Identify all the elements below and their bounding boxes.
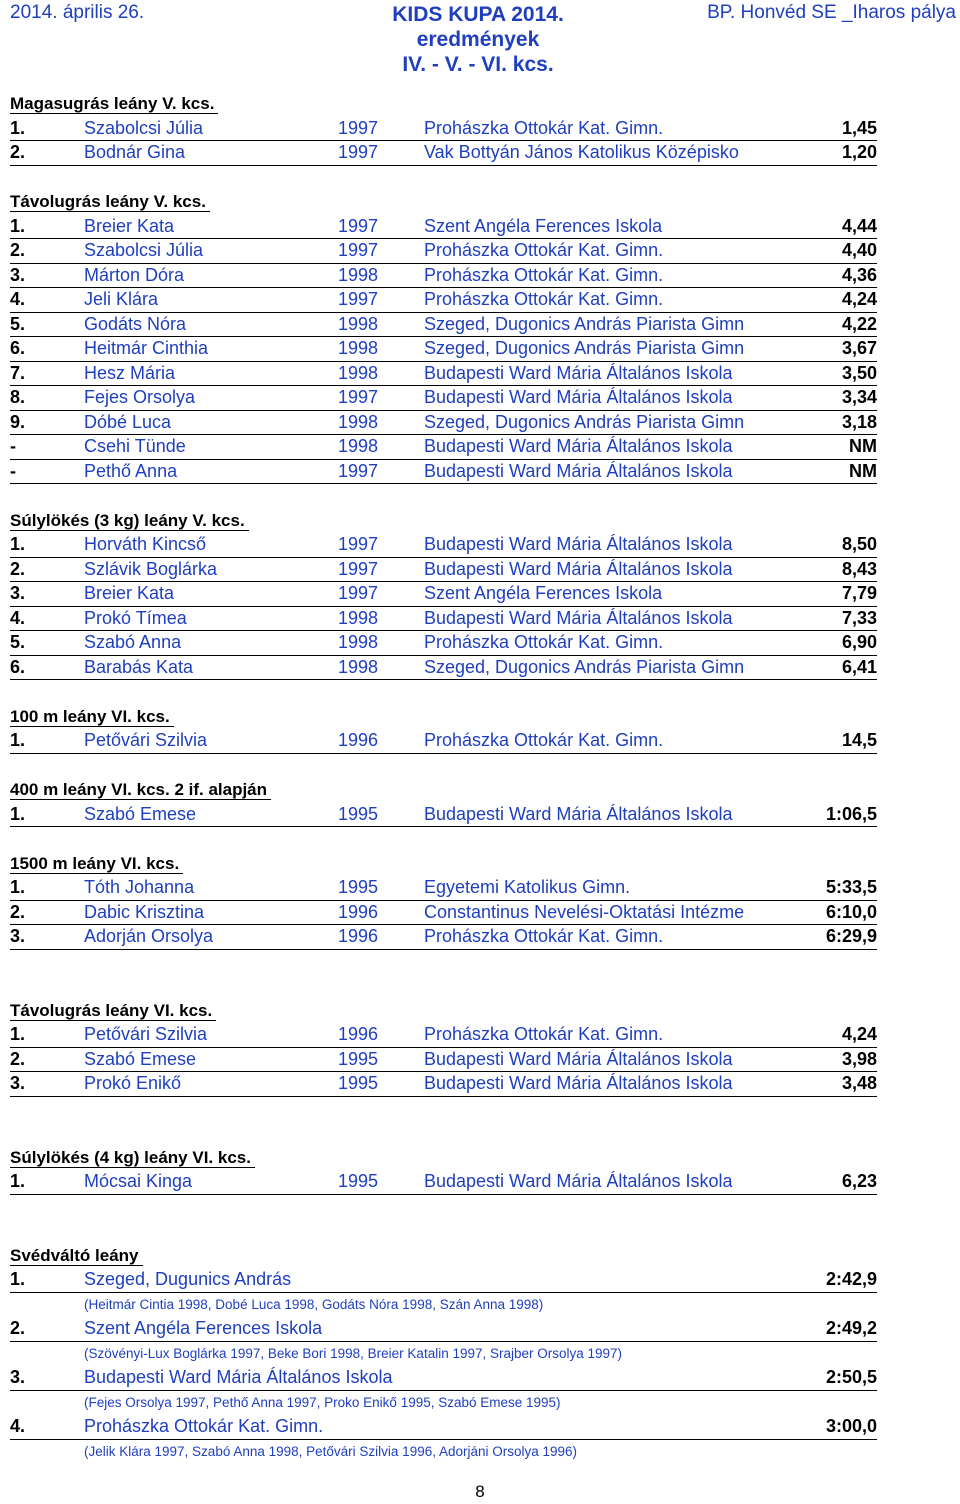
rank: 6. bbox=[10, 338, 26, 358]
result-value: 1:06,5 bbox=[825, 803, 877, 824]
club-name: Szeged, Dugonics András Piarista Gimn bbox=[424, 411, 745, 432]
relay-section-title bbox=[0, 1244, 960, 1269]
result-row bbox=[10, 435, 877, 460]
club-name: Budapesti Ward Mária Általános Iskola bbox=[424, 1048, 733, 1069]
section-title bbox=[0, 190, 960, 215]
result-row bbox=[10, 362, 877, 387]
birth-year: 1997 bbox=[338, 142, 379, 162]
rank: 5. bbox=[10, 632, 26, 652]
birth-year: 1997 bbox=[338, 289, 379, 309]
rank: 2. bbox=[10, 901, 26, 922]
rank: 1. bbox=[10, 215, 26, 236]
result-value: 1,45 bbox=[841, 117, 877, 138]
birth-year: 1997 bbox=[338, 240, 379, 260]
club-name: Szent Angéla Ferences Iskola bbox=[424, 215, 663, 236]
result-row bbox=[10, 117, 877, 142]
result-row bbox=[10, 411, 877, 436]
birth-year: 1998 bbox=[338, 607, 379, 628]
athlete-name: Pethő Anna bbox=[84, 460, 178, 481]
athlete-name: Szabó Anna bbox=[84, 632, 182, 652]
birth-year: 1998 bbox=[338, 362, 379, 383]
section-title bbox=[0, 999, 960, 1024]
section-title bbox=[0, 1146, 960, 1171]
result-row bbox=[10, 925, 877, 950]
club-name: Budapesti Ward Mária Általános Iskola bbox=[424, 803, 733, 824]
athlete-name: Bodnár Gina bbox=[84, 142, 186, 162]
result-row bbox=[10, 337, 877, 362]
spacer bbox=[0, 1195, 960, 1220]
athlete-name: Dabic Krisztina bbox=[84, 901, 205, 922]
rank: 9. bbox=[10, 411, 26, 432]
club-name: Budapesti Ward Mária Általános Iskola bbox=[424, 1171, 733, 1191]
rank: 6. bbox=[10, 656, 26, 677]
section-title-text: Távolugrás leány V. kcs. bbox=[10, 192, 210, 212]
result-row bbox=[10, 1072, 877, 1097]
rank: 2. bbox=[10, 1318, 26, 1338]
rank: 4. bbox=[10, 1416, 26, 1436]
result-row bbox=[10, 460, 877, 485]
title-line-2: eredmények bbox=[416, 28, 540, 51]
birth-year: 1998 bbox=[338, 264, 379, 285]
birth-year: 1998 bbox=[338, 632, 379, 652]
result-row bbox=[10, 264, 877, 289]
result-row bbox=[10, 1048, 877, 1073]
club-name: Prohászka Ottokár Kat. Gimn. bbox=[424, 926, 664, 946]
rank: 2. bbox=[10, 558, 26, 579]
club-name: Szeged, Dugonics András Piarista Gimn bbox=[424, 338, 745, 358]
athlete-name: Heitmár Cinthia bbox=[84, 338, 209, 358]
rank: 3. bbox=[10, 1073, 26, 1093]
result-value: 8,43 bbox=[841, 558, 877, 579]
result-value: 3,67 bbox=[841, 338, 877, 358]
athlete-name: Szabolcsi Júlia bbox=[84, 240, 204, 260]
spacer bbox=[0, 484, 960, 509]
section-title-text: 1500 m leány VI. kcs. bbox=[10, 854, 183, 874]
rank: - bbox=[10, 460, 16, 481]
result-value: 8,50 bbox=[841, 534, 877, 554]
result-value: 3,18 bbox=[841, 411, 877, 432]
athlete-name: Tóth Johanna bbox=[84, 877, 195, 897]
club-name: Budapesti Ward Mária Általános Iskola bbox=[424, 387, 733, 407]
result-value: NM bbox=[849, 436, 877, 456]
result-row bbox=[10, 558, 877, 583]
result-value: 2:49,2 bbox=[825, 1318, 877, 1338]
rank: 5. bbox=[10, 313, 26, 334]
rank: 1. bbox=[10, 803, 26, 824]
rank: 8. bbox=[10, 387, 26, 407]
result-row bbox=[10, 876, 877, 901]
athlete-name: Márton Dóra bbox=[84, 264, 185, 285]
spacer bbox=[0, 680, 960, 705]
birth-year: 1998 bbox=[338, 411, 379, 432]
result-row bbox=[10, 215, 877, 240]
result-value: 6,90 bbox=[841, 632, 877, 652]
birth-year: 1995 bbox=[338, 1048, 379, 1069]
result-row bbox=[10, 582, 877, 607]
result-row bbox=[10, 803, 877, 828]
club-name: Budapesti Ward Mária Általános Iskola bbox=[424, 460, 733, 481]
rank: 2. bbox=[10, 240, 26, 260]
section-title-text: Svédváltó leány bbox=[10, 1246, 143, 1266]
relay-team-name: Budapesti Ward Mária Általános Iskola bbox=[84, 1367, 393, 1387]
athlete-name: Breier Kata bbox=[84, 215, 175, 236]
athlete-name: Fejes Orsolya bbox=[84, 387, 196, 407]
result-value: 4,24 bbox=[841, 289, 877, 309]
relay-members: (Fejes Orsolya 1997, Pethő Anna 1997, Proko Enikő 1995, Szabó Emese 1995) bbox=[84, 1394, 561, 1410]
birth-year: 1997 bbox=[338, 558, 379, 579]
rank: 1. bbox=[10, 1171, 26, 1191]
relay-row bbox=[10, 1366, 877, 1391]
result-value: 6:10,0 bbox=[825, 901, 877, 922]
club-name: Prohászka Ottokár Kat. Gimn. bbox=[424, 632, 664, 652]
result-value: 2:50,5 bbox=[825, 1367, 877, 1387]
athlete-name: Barabás Kata bbox=[84, 656, 194, 677]
rank: 1. bbox=[10, 534, 26, 554]
spacer bbox=[0, 1219, 960, 1244]
rank: 1. bbox=[10, 877, 26, 897]
birth-year: 1998 bbox=[338, 313, 379, 334]
relay-members: (Heitmár Cintia 1998, Dobé Luca 1998, Godáts Nóra 1998, Szán Anna 1998) bbox=[84, 1296, 544, 1312]
relay-row bbox=[10, 1317, 877, 1342]
birth-year: 1995 bbox=[338, 803, 379, 824]
club-name: Budapesti Ward Mária Általános Iskola bbox=[424, 534, 733, 554]
rank: 7. bbox=[10, 362, 26, 383]
athlete-name: Szabó Emese bbox=[84, 1048, 197, 1069]
section-title-text: 400 m leány VI. kcs. 2 if. alapján bbox=[10, 780, 271, 800]
relay-team-name: Szeged, Dugunics András bbox=[84, 1269, 292, 1289]
spacer bbox=[0, 974, 960, 999]
rank: 1. bbox=[10, 1024, 26, 1044]
rank: - bbox=[10, 436, 16, 456]
result-value: 1,20 bbox=[841, 142, 877, 162]
birth-year: 1998 bbox=[338, 436, 379, 456]
birth-year: 1998 bbox=[338, 338, 379, 358]
relay-row bbox=[10, 1268, 877, 1293]
result-value: 3,50 bbox=[841, 362, 877, 383]
rank: 3. bbox=[10, 264, 26, 285]
birth-year: 1996 bbox=[338, 1024, 379, 1044]
result-value: 4,22 bbox=[841, 313, 877, 334]
rank: 1. bbox=[10, 117, 26, 138]
page-header bbox=[0, 0, 960, 90]
result-value: 6:29,9 bbox=[825, 926, 877, 946]
result-row bbox=[10, 656, 877, 681]
result-value: 5:33,5 bbox=[825, 877, 877, 897]
result-value: 6,23 bbox=[841, 1171, 877, 1191]
birth-year: 1997 bbox=[338, 387, 379, 407]
athlete-name: Szlávik Boglárka bbox=[84, 558, 218, 579]
club-name: Prohászka Ottokár Kat. Gimn. bbox=[424, 289, 664, 309]
result-row bbox=[10, 533, 877, 558]
result-value: 4,24 bbox=[841, 1024, 877, 1044]
result-value: 3,48 bbox=[841, 1073, 877, 1093]
result-value: NM bbox=[849, 460, 877, 481]
relay-team-name: Szent Angéla Ferences Iskola bbox=[84, 1318, 323, 1338]
section-title-text: 100 m leány VI. kcs. bbox=[10, 707, 174, 727]
event-title bbox=[318, 2, 638, 77]
event-venue: BP. Honvéd SE _Iharos pálya bbox=[707, 2, 956, 23]
result-value: 6,41 bbox=[841, 656, 877, 677]
club-name: Szent Angéla Ferences Iskola bbox=[424, 583, 663, 603]
club-name: Budapesti Ward Mária Általános Iskola bbox=[424, 436, 733, 456]
section-title-text: Magasugrás leány V. kcs. bbox=[10, 94, 218, 114]
section-title bbox=[0, 509, 960, 534]
relay-team-name: Prohászka Ottokár Kat. Gimn. bbox=[84, 1416, 324, 1436]
result-value: 3,34 bbox=[841, 387, 877, 407]
result-row bbox=[10, 313, 877, 338]
result-row bbox=[10, 141, 877, 166]
result-row bbox=[10, 1023, 877, 1048]
athlete-name: Petővári Szilvia bbox=[84, 1024, 208, 1044]
birth-year: 1997 bbox=[338, 117, 379, 138]
rank: 3. bbox=[10, 1367, 26, 1387]
section-title bbox=[0, 778, 960, 803]
rank: 4. bbox=[10, 607, 26, 628]
birth-year: 1997 bbox=[338, 460, 379, 481]
athlete-name: Hesz Mária bbox=[84, 362, 176, 383]
section-title bbox=[0, 705, 960, 730]
birth-year: 1997 bbox=[338, 215, 379, 236]
club-name: Egyetemi Katolikus Gimn. bbox=[424, 877, 631, 897]
relay-members: (Jelik Klára 1997, Szabó Anna 1998, Petővári Szilvia 1996, Adorjáni Orsolya 1996) bbox=[84, 1443, 578, 1459]
section-title bbox=[0, 92, 960, 117]
result-value: 7,33 bbox=[841, 607, 877, 628]
club-name: Budapesti Ward Mária Általános Iskola bbox=[424, 1073, 733, 1093]
spacer bbox=[0, 827, 960, 852]
result-value: 2:42,9 bbox=[825, 1269, 877, 1289]
birth-year: 1997 bbox=[338, 534, 379, 554]
rank: 3. bbox=[10, 583, 26, 603]
athlete-name: Breier Kata bbox=[84, 583, 175, 603]
athlete-name: Prokó Enikő bbox=[84, 1073, 182, 1093]
birth-year: 1997 bbox=[338, 583, 379, 603]
club-name: Prohászka Ottokár Kat. Gimn. bbox=[424, 117, 664, 138]
result-row bbox=[10, 239, 877, 264]
birth-year: 1995 bbox=[338, 1073, 379, 1093]
relay-row bbox=[10, 1415, 877, 1440]
athlete-name: Dóbé Luca bbox=[84, 411, 172, 432]
result-row bbox=[10, 1170, 877, 1195]
spacer bbox=[0, 950, 960, 975]
rank: 2. bbox=[10, 142, 26, 162]
club-name: Szeged, Dugonics András Piarista Gimn bbox=[424, 313, 745, 334]
athlete-name: Mócsai Kinga bbox=[84, 1171, 193, 1191]
club-name: Vak Bottyán János Katolikus Középisko bbox=[424, 142, 739, 162]
club-name: Szeged, Dugonics András Piarista Gimn bbox=[424, 656, 745, 677]
rank: 1. bbox=[10, 1269, 26, 1289]
result-value: 14,5 bbox=[841, 730, 877, 750]
result-value: 7,79 bbox=[841, 583, 877, 603]
birth-year: 1995 bbox=[338, 877, 379, 897]
club-name: Budapesti Ward Mária Általános Iskola bbox=[424, 558, 733, 579]
spacer bbox=[0, 1097, 960, 1122]
rank: 1. bbox=[10, 730, 26, 750]
athlete-name: Adorján Orsolya bbox=[84, 926, 214, 946]
club-name: Prohászka Ottokár Kat. Gimn. bbox=[424, 1024, 664, 1044]
birth-year: 1996 bbox=[338, 926, 379, 946]
section-title bbox=[0, 852, 960, 877]
club-name: Budapesti Ward Mária Általános Iskola bbox=[424, 362, 733, 383]
spacer bbox=[0, 166, 960, 191]
birth-year: 1998 bbox=[338, 656, 379, 677]
results-list bbox=[0, 92, 960, 1464]
athlete-name: Prokó Tímea bbox=[84, 607, 187, 628]
result-value: 4,44 bbox=[841, 215, 877, 236]
club-name: Prohászka Ottokár Kat. Gimn. bbox=[424, 264, 664, 285]
athlete-name: Godáts Nóra bbox=[84, 313, 187, 334]
page-number: 8 bbox=[475, 1482, 485, 1501]
event-date: 2014. április 26. bbox=[10, 2, 145, 23]
spacer bbox=[0, 1121, 960, 1146]
title-line-3: IV. - V. - VI. kcs. bbox=[402, 53, 554, 76]
result-row bbox=[10, 607, 877, 632]
result-value: 4,40 bbox=[841, 240, 877, 260]
birth-year: 1996 bbox=[338, 901, 379, 922]
title-line-1: KIDS KUPA 2014. bbox=[392, 3, 564, 26]
relay-members: (Szövényi-Lux Boglárka 1997, Beke Bori 1998, Breier Katalin 1997, Srajber Orsolya 1997) bbox=[84, 1345, 623, 1361]
club-name: Prohászka Ottokár Kat. Gimn. bbox=[424, 240, 664, 260]
club-name: Budapesti Ward Mária Általános Iskola bbox=[424, 607, 733, 628]
athlete-name: Horváth Kincső bbox=[84, 534, 207, 554]
birth-year: 1996 bbox=[338, 730, 379, 750]
athlete-name: Jeli Klára bbox=[84, 289, 159, 309]
spacer bbox=[0, 754, 960, 779]
result-row bbox=[10, 729, 877, 754]
rank: 4. bbox=[10, 289, 26, 309]
result-row bbox=[10, 901, 877, 926]
rank: 2. bbox=[10, 1048, 26, 1069]
section-title-text: Távolugrás leány VI. kcs. bbox=[10, 1001, 216, 1021]
result-row bbox=[10, 288, 877, 313]
athlete-name: Petővári Szilvia bbox=[84, 730, 208, 750]
athlete-name: Szabó Emese bbox=[84, 803, 197, 824]
birth-year: 1995 bbox=[338, 1171, 379, 1191]
result-value: 3,98 bbox=[841, 1048, 877, 1069]
result-value: 3:00,0 bbox=[825, 1416, 877, 1436]
section-title-text: Súlylökés (3 kg) leány V. kcs. bbox=[10, 511, 249, 531]
result-value: 4,36 bbox=[841, 264, 877, 285]
result-row bbox=[10, 386, 877, 411]
result-row bbox=[10, 631, 877, 656]
club-name: Constantinus Nevelési-Oktatási Intézme bbox=[424, 901, 745, 922]
athlete-name: Csehi Tünde bbox=[84, 436, 186, 456]
athlete-name: Szabolcsi Júlia bbox=[84, 117, 204, 138]
rank: 3. bbox=[10, 926, 26, 946]
club-name: Prohászka Ottokár Kat. Gimn. bbox=[424, 730, 664, 750]
section-title-text: Súlylökés (4 kg) leány VI. kcs. bbox=[10, 1148, 255, 1168]
